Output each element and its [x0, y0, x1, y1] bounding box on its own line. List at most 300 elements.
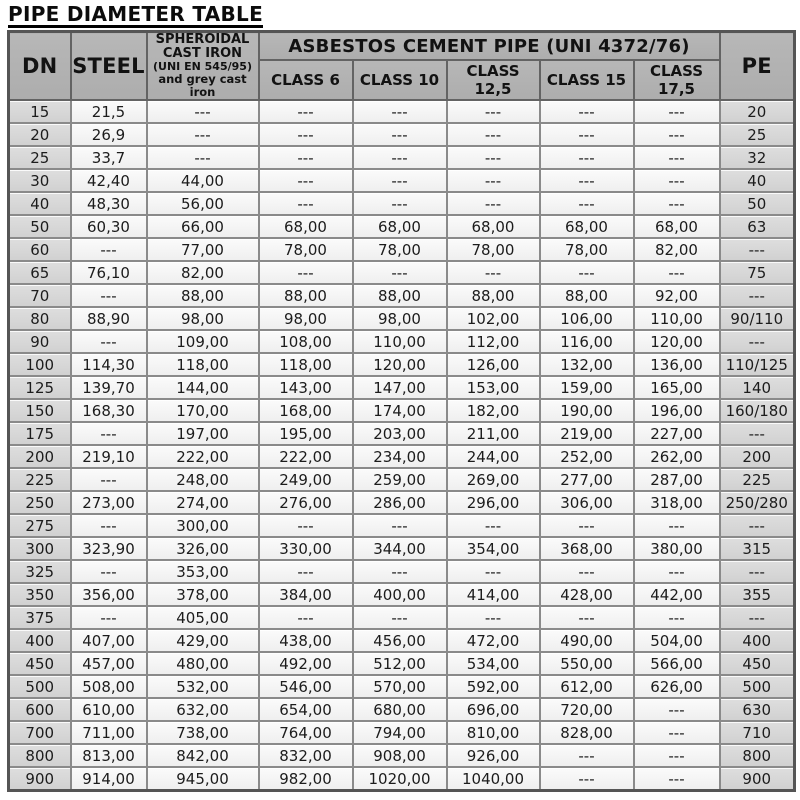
value-cell: 44,00	[147, 169, 259, 192]
header-class-6: CLASS 6	[259, 60, 353, 100]
value-cell: 286,00	[353, 491, 447, 514]
value-cell: 120,00	[634, 330, 720, 353]
pe-cell: 250/280	[720, 491, 795, 514]
header-cast-iron-standard: (UNI EN 545/95)	[153, 60, 252, 73]
pe-cell: 32	[720, 146, 795, 169]
value-cell: 442,00	[634, 583, 720, 606]
table-row	[9, 376, 795, 399]
value-cell: 68,00	[540, 215, 634, 238]
value-cell: 813,00	[71, 744, 147, 767]
value-cell: 211,00	[447, 422, 540, 445]
value-cell: 612,00	[540, 675, 634, 698]
value-cell: 407,00	[71, 629, 147, 652]
pe-cell: 200	[720, 445, 795, 468]
value-cell: 82,00	[147, 261, 259, 284]
value-cell: ---	[259, 146, 353, 169]
value-cell: 92,00	[634, 284, 720, 307]
value-cell: 368,00	[540, 537, 634, 560]
header-class-17-5: CLASS 17,5	[634, 60, 720, 100]
value-cell: ---	[259, 169, 353, 192]
value-cell: ---	[259, 560, 353, 583]
pe-cell: ---	[720, 514, 795, 537]
dn-cell: 700	[9, 721, 71, 744]
value-cell: 110,00	[353, 330, 447, 353]
value-cell: 108,00	[259, 330, 353, 353]
dn-cell: 60	[9, 238, 71, 261]
header-cast-iron	[147, 32, 259, 101]
value-cell: 136,00	[634, 353, 720, 376]
dn-cell: 500	[9, 675, 71, 698]
dn-cell: 300	[9, 537, 71, 560]
value-cell: ---	[540, 560, 634, 583]
value-cell: 76,10	[71, 261, 147, 284]
value-cell: 380,00	[634, 537, 720, 560]
value-cell: ---	[540, 514, 634, 537]
pe-cell: ---	[720, 606, 795, 629]
value-cell: 982,00	[259, 767, 353, 791]
value-cell: 711,00	[71, 721, 147, 744]
value-cell: 344,00	[353, 537, 447, 560]
table-row	[9, 169, 795, 192]
pe-cell: 400	[720, 629, 795, 652]
value-cell: 77,00	[147, 238, 259, 261]
value-cell: ---	[540, 606, 634, 629]
dn-cell: 225	[9, 468, 71, 491]
value-cell: 508,00	[71, 675, 147, 698]
dn-cell: 250	[9, 491, 71, 514]
pe-cell: ---	[720, 238, 795, 261]
value-cell: ---	[540, 123, 634, 146]
dn-cell: 350	[9, 583, 71, 606]
value-cell: ---	[71, 422, 147, 445]
value-cell: 306,00	[540, 491, 634, 514]
value-cell: ---	[147, 123, 259, 146]
dn-cell: 100	[9, 353, 71, 376]
dn-cell: 800	[9, 744, 71, 767]
value-cell: 914,00	[71, 767, 147, 791]
table-row	[9, 767, 795, 791]
header-cast-iron-line1: SPHEROIDAL	[155, 32, 250, 47]
value-cell: ---	[447, 123, 540, 146]
value-cell: ---	[540, 146, 634, 169]
value-cell: ---	[353, 514, 447, 537]
value-cell: 165,00	[634, 376, 720, 399]
table-row	[9, 100, 795, 123]
dn-cell: 40	[9, 192, 71, 215]
value-cell: ---	[634, 146, 720, 169]
value-cell: 174,00	[353, 399, 447, 422]
value-cell: ---	[259, 123, 353, 146]
value-cell: 219,10	[71, 445, 147, 468]
table-row	[9, 238, 795, 261]
value-cell: ---	[634, 744, 720, 767]
value-cell: 222,00	[259, 445, 353, 468]
value-cell: ---	[634, 721, 720, 744]
value-cell: 190,00	[540, 399, 634, 422]
pe-cell: 63	[720, 215, 795, 238]
table-row	[9, 192, 795, 215]
pe-cell: 90/110	[720, 307, 795, 330]
value-cell: ---	[259, 514, 353, 537]
pe-cell: ---	[720, 422, 795, 445]
dn-cell: 70	[9, 284, 71, 307]
value-cell: ---	[353, 606, 447, 629]
value-cell: ---	[447, 514, 540, 537]
value-cell: 132,00	[540, 353, 634, 376]
value-cell: 926,00	[447, 744, 540, 767]
pe-cell: 800	[720, 744, 795, 767]
value-cell: 118,00	[259, 353, 353, 376]
value-cell: 570,00	[353, 675, 447, 698]
value-cell: 378,00	[147, 583, 259, 606]
value-cell: 273,00	[71, 491, 147, 514]
value-cell: 546,00	[259, 675, 353, 698]
dn-cell: 25	[9, 146, 71, 169]
value-cell: ---	[540, 169, 634, 192]
pe-cell: 50	[720, 192, 795, 215]
pe-cell: ---	[720, 330, 795, 353]
value-cell: ---	[447, 146, 540, 169]
pe-cell: 25	[720, 123, 795, 146]
table-row	[9, 583, 795, 606]
value-cell: 195,00	[259, 422, 353, 445]
table-row	[9, 652, 795, 675]
value-cell: ---	[634, 767, 720, 791]
value-cell: 120,00	[353, 353, 447, 376]
value-cell: 110,00	[634, 307, 720, 330]
dn-cell: 50	[9, 215, 71, 238]
table-row	[9, 422, 795, 445]
table-row	[9, 261, 795, 284]
header-cast-iron-note: and grey cast iron	[158, 72, 247, 99]
pe-cell: 160/180	[720, 399, 795, 422]
value-cell: 21,5	[71, 100, 147, 123]
value-cell: 277,00	[540, 468, 634, 491]
value-cell: ---	[540, 100, 634, 123]
value-cell: 828,00	[540, 721, 634, 744]
value-cell: 88,00	[353, 284, 447, 307]
value-cell: ---	[353, 123, 447, 146]
value-cell: 274,00	[147, 491, 259, 514]
value-cell: 197,00	[147, 422, 259, 445]
value-cell: 88,00	[259, 284, 353, 307]
value-cell: 66,00	[147, 215, 259, 238]
value-cell: ---	[353, 169, 447, 192]
value-cell: 98,00	[147, 307, 259, 330]
value-cell: 764,00	[259, 721, 353, 744]
value-cell: 139,70	[71, 376, 147, 399]
value-cell: 68,00	[353, 215, 447, 238]
value-cell: 249,00	[259, 468, 353, 491]
dn-cell: 600	[9, 698, 71, 721]
value-cell: 159,00	[540, 376, 634, 399]
header-asbestos-group: ASBESTOS CEMENT PIPE (UNI 4372/76)	[259, 32, 720, 61]
value-cell: ---	[447, 169, 540, 192]
value-cell: ---	[71, 238, 147, 261]
value-cell: ---	[447, 192, 540, 215]
dn-cell: 175	[9, 422, 71, 445]
value-cell: ---	[71, 468, 147, 491]
value-cell: 144,00	[147, 376, 259, 399]
value-cell: ---	[259, 192, 353, 215]
value-cell: ---	[353, 100, 447, 123]
value-cell: 405,00	[147, 606, 259, 629]
value-cell: ---	[447, 100, 540, 123]
value-cell: 196,00	[634, 399, 720, 422]
value-cell: ---	[353, 261, 447, 284]
value-cell: 259,00	[353, 468, 447, 491]
value-cell: 720,00	[540, 698, 634, 721]
header-class-12-5: CLASS 12,5	[447, 60, 540, 100]
value-cell: 78,00	[259, 238, 353, 261]
value-cell: 147,00	[353, 376, 447, 399]
table-row	[9, 123, 795, 146]
value-cell: 680,00	[353, 698, 447, 721]
header-steel: STEEL	[71, 32, 147, 101]
table-row	[9, 353, 795, 376]
value-cell: ---	[634, 100, 720, 123]
value-cell: 56,00	[147, 192, 259, 215]
table-row	[9, 721, 795, 744]
table-row	[9, 307, 795, 330]
value-cell: 354,00	[447, 537, 540, 560]
value-cell: 842,00	[147, 744, 259, 767]
table-row	[9, 146, 795, 169]
value-cell: ---	[71, 284, 147, 307]
pe-cell: ---	[720, 560, 795, 583]
table-row	[9, 537, 795, 560]
dn-cell: 200	[9, 445, 71, 468]
value-cell: 219,00	[540, 422, 634, 445]
dn-cell: 30	[9, 169, 71, 192]
dn-cell: 375	[9, 606, 71, 629]
pe-cell: 40	[720, 169, 795, 192]
table-row	[9, 675, 795, 698]
value-cell: 330,00	[259, 537, 353, 560]
value-cell: 118,00	[147, 353, 259, 376]
value-cell: 106,00	[540, 307, 634, 330]
value-cell: 78,00	[353, 238, 447, 261]
table-row	[9, 744, 795, 767]
value-cell: 203,00	[353, 422, 447, 445]
value-cell: 227,00	[634, 422, 720, 445]
value-cell: 68,00	[259, 215, 353, 238]
value-cell: 654,00	[259, 698, 353, 721]
value-cell: 414,00	[447, 583, 540, 606]
value-cell: 794,00	[353, 721, 447, 744]
value-cell: ---	[147, 100, 259, 123]
pe-cell: 20	[720, 100, 795, 123]
value-cell: 68,00	[634, 215, 720, 238]
table-row	[9, 629, 795, 652]
dn-cell: 900	[9, 767, 71, 791]
pe-cell: 900	[720, 767, 795, 791]
value-cell: ---	[353, 192, 447, 215]
value-cell: ---	[540, 261, 634, 284]
value-cell: 126,00	[447, 353, 540, 376]
table-row	[9, 445, 795, 468]
value-cell: 438,00	[259, 629, 353, 652]
value-cell: 492,00	[259, 652, 353, 675]
value-cell: ---	[71, 560, 147, 583]
dn-cell: 450	[9, 652, 71, 675]
value-cell: ---	[540, 192, 634, 215]
value-cell: 456,00	[353, 629, 447, 652]
pe-cell: 110/125	[720, 353, 795, 376]
value-cell: 287,00	[634, 468, 720, 491]
value-cell: 222,00	[147, 445, 259, 468]
value-cell: ---	[447, 261, 540, 284]
value-cell: 400,00	[353, 583, 447, 606]
value-cell: 114,30	[71, 353, 147, 376]
value-cell: 170,00	[147, 399, 259, 422]
value-cell: 738,00	[147, 721, 259, 744]
value-cell: 592,00	[447, 675, 540, 698]
value-cell: 480,00	[147, 652, 259, 675]
table-row	[9, 399, 795, 422]
value-cell: ---	[259, 261, 353, 284]
value-cell: 102,00	[447, 307, 540, 330]
value-cell: 98,00	[353, 307, 447, 330]
value-cell: 88,00	[147, 284, 259, 307]
table-row	[9, 514, 795, 537]
value-cell: 512,00	[353, 652, 447, 675]
value-cell: 356,00	[71, 583, 147, 606]
value-cell: ---	[634, 261, 720, 284]
value-cell: 457,00	[71, 652, 147, 675]
value-cell: 88,90	[71, 307, 147, 330]
value-cell: 1020,00	[353, 767, 447, 791]
value-cell: ---	[259, 606, 353, 629]
value-cell: 566,00	[634, 652, 720, 675]
value-cell: 244,00	[447, 445, 540, 468]
value-cell: 262,00	[634, 445, 720, 468]
value-cell: 112,00	[447, 330, 540, 353]
value-cell: 234,00	[353, 445, 447, 468]
pe-cell: 225	[720, 468, 795, 491]
value-cell: 323,90	[71, 537, 147, 560]
value-cell: 632,00	[147, 698, 259, 721]
value-cell: 504,00	[634, 629, 720, 652]
value-cell: ---	[353, 146, 447, 169]
value-cell: 490,00	[540, 629, 634, 652]
value-cell: 88,00	[447, 284, 540, 307]
value-cell: 810,00	[447, 721, 540, 744]
value-cell: 48,30	[71, 192, 147, 215]
table-row	[9, 491, 795, 514]
value-cell: 143,00	[259, 376, 353, 399]
value-cell: 626,00	[634, 675, 720, 698]
value-cell: ---	[634, 123, 720, 146]
pe-cell: ---	[720, 284, 795, 307]
value-cell: ---	[447, 560, 540, 583]
table-row	[9, 560, 795, 583]
value-cell: ---	[71, 606, 147, 629]
value-cell: ---	[634, 169, 720, 192]
value-cell: 42,40	[71, 169, 147, 192]
table-row	[9, 215, 795, 238]
value-cell: 326,00	[147, 537, 259, 560]
value-cell: 26,9	[71, 123, 147, 146]
header-class-10: CLASS 10	[353, 60, 447, 100]
value-cell: 116,00	[540, 330, 634, 353]
value-cell: 610,00	[71, 698, 147, 721]
pe-cell: 500	[720, 675, 795, 698]
dn-cell: 65	[9, 261, 71, 284]
value-cell: 534,00	[447, 652, 540, 675]
value-cell: 252,00	[540, 445, 634, 468]
value-cell: 1040,00	[447, 767, 540, 791]
table-body	[9, 100, 795, 791]
value-cell: 832,00	[259, 744, 353, 767]
header-class-15: CLASS 15	[540, 60, 634, 100]
dn-cell: 325	[9, 560, 71, 583]
value-cell: 60,30	[71, 215, 147, 238]
dn-cell: 150	[9, 399, 71, 422]
pe-cell: 140	[720, 376, 795, 399]
header-dn: DN	[9, 32, 71, 101]
value-cell: 88,00	[540, 284, 634, 307]
value-cell: 908,00	[353, 744, 447, 767]
value-cell: 269,00	[447, 468, 540, 491]
value-cell: 696,00	[447, 698, 540, 721]
pe-cell: 710	[720, 721, 795, 744]
value-cell: 353,00	[147, 560, 259, 583]
page-title: PIPE DIAMETER TABLE	[8, 2, 264, 26]
value-cell: ---	[634, 192, 720, 215]
dn-cell: 125	[9, 376, 71, 399]
value-cell: 78,00	[540, 238, 634, 261]
value-cell: 78,00	[447, 238, 540, 261]
value-cell: ---	[447, 606, 540, 629]
value-cell: ---	[259, 100, 353, 123]
header-pe: PE	[720, 32, 795, 101]
table-row	[9, 698, 795, 721]
table-row	[9, 606, 795, 629]
value-cell: 276,00	[259, 491, 353, 514]
value-cell: 168,00	[259, 399, 353, 422]
value-cell: 296,00	[447, 491, 540, 514]
value-cell: 98,00	[259, 307, 353, 330]
value-cell: ---	[71, 330, 147, 353]
value-cell: 532,00	[147, 675, 259, 698]
pe-cell: 355	[720, 583, 795, 606]
value-cell: 945,00	[147, 767, 259, 791]
dn-cell: 90	[9, 330, 71, 353]
pe-cell: 75	[720, 261, 795, 284]
value-cell: ---	[540, 744, 634, 767]
pe-cell: 630	[720, 698, 795, 721]
dn-cell: 275	[9, 514, 71, 537]
dn-cell: 80	[9, 307, 71, 330]
value-cell: 384,00	[259, 583, 353, 606]
table-row	[9, 468, 795, 491]
dn-cell: 20	[9, 123, 71, 146]
value-cell: ---	[71, 514, 147, 537]
value-cell: 82,00	[634, 238, 720, 261]
value-cell: 248,00	[147, 468, 259, 491]
value-cell: 300,00	[147, 514, 259, 537]
value-cell: ---	[634, 514, 720, 537]
value-cell: ---	[634, 698, 720, 721]
dn-cell: 15	[9, 100, 71, 123]
pipe-diameter-table	[7, 30, 796, 792]
value-cell: 33,7	[71, 146, 147, 169]
table-row	[9, 330, 795, 353]
value-cell: 550,00	[540, 652, 634, 675]
value-cell: 153,00	[447, 376, 540, 399]
dn-cell: 400	[9, 629, 71, 652]
